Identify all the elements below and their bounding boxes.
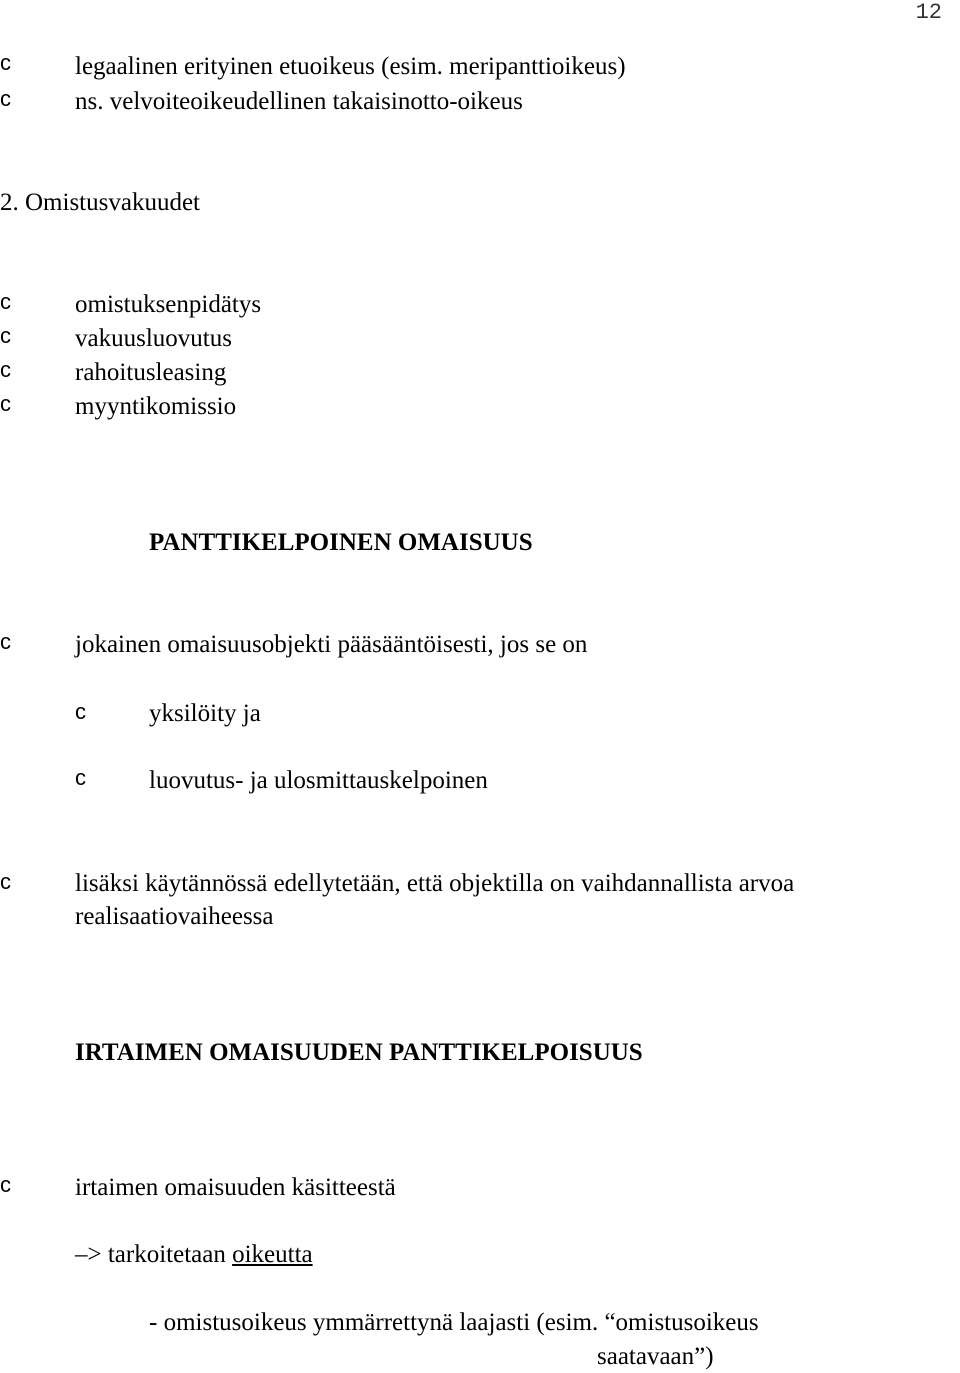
note-line: - omistusoikeus ymmärrettynä laajasti (esim. “omistusoikeus: [149, 1309, 759, 1336]
bullet-icon: c: [0, 869, 11, 894]
page-number: 12: [915, 0, 942, 25]
list-item: jokainen omaisuusobjekti pääsääntöisesti, jos se on: [75, 631, 588, 658]
bullet-icon: c: [0, 391, 11, 416]
list-item: irtaimen omaisuuden käsitteestä: [75, 1174, 396, 1201]
bullet-icon: c: [0, 86, 11, 111]
list-item-continuation: realisaatiovaiheessa: [75, 903, 274, 930]
list-item: legaalinen erityinen etuoikeus (esim. meripanttioikeus): [75, 53, 626, 80]
bullet-icon: c: [0, 1172, 11, 1197]
list-item: lisäksi käytännössä edellytetään, että objektilla on vaihdannallista arvoa: [75, 870, 795, 897]
note-line-continuation: saatavaan”): [597, 1343, 714, 1370]
section-heading-irtaimen: IRTAIMEN OMAISUUDEN PANTTIKELPOISUUS: [75, 1039, 643, 1066]
bullet-icon: c: [0, 50, 11, 75]
list-item: rahoitusleasing: [75, 359, 227, 386]
arrow-text: –> tarkoitetaan: [75, 1241, 233, 1268]
bullet-icon: c: [0, 323, 11, 348]
bullet-icon: c: [0, 357, 11, 382]
bullet-icon: c: [0, 289, 11, 314]
sub-list-item: yksilöity ja: [149, 700, 261, 727]
list-item: ns. velvoiteoikeudellinen takaisinotto-oikeus: [75, 88, 523, 115]
list-item: vakuusluovutus: [75, 325, 232, 352]
list-item: omistuksenpidätys: [75, 291, 262, 318]
bullet-icon: c: [75, 699, 86, 724]
section-heading-omistusvakuudet: 2. Omistusvakuudet: [0, 189, 200, 216]
section-heading-panttikelpoinen: PANTTIKELPOINEN OMAISUUS: [149, 529, 533, 556]
list-item: myyntikomissio: [75, 393, 237, 420]
underlined-term: oikeutta: [232, 1241, 313, 1268]
bullet-icon: c: [75, 765, 86, 790]
arrow-line: [75, 1240, 313, 1270]
bullet-icon: c: [0, 629, 11, 654]
sub-list-item: luovutus- ja ulosmittauskelpoinen: [149, 767, 488, 794]
